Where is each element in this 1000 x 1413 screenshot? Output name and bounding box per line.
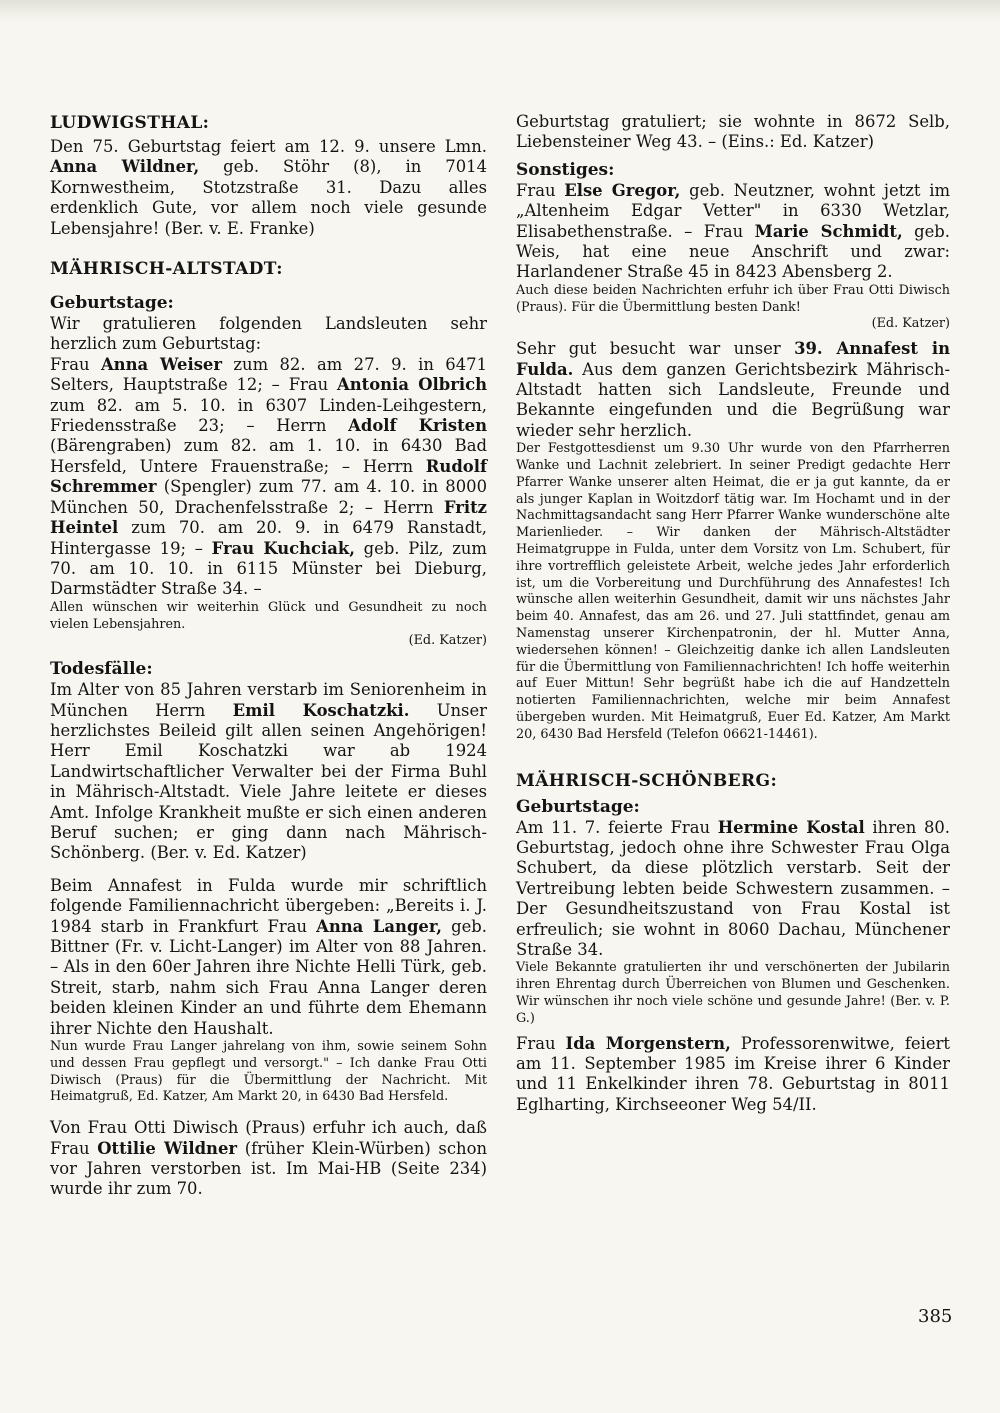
person-name: Anna Langer, [316, 916, 442, 936]
subheading-birthdays: Geburtstage: [516, 796, 640, 817]
paragraph-annafest-message: Beim Annafest in Fulda wurde mir schriftlich folgende Familiennachricht übergeben: „Bereits i. J. 1984 starb in Frankfurt Frau Anna Langer, geb. Bittner (Fr. v. Licht-Langer) im Alter von 88 Jahren. – Als in den 60er Jahren ihre Nichte Helli Türk, geb. Streit, starb, nahm sich Frau Anna Langer deren beiden kleinen Kinder an und führte dem Ehemann ihrer Nichte den Haushalt. [50, 875, 487, 1038]
person-name: Rudolf Schremmer [50, 456, 487, 497]
paragraph-wish: Allen wünschen wir weiterhin Glück und Gesundheit zu noch vielen Lebensjahren. [50, 599, 487, 632]
person-name: Anna Wildner, [50, 157, 200, 177]
paragraph-small: Auch diese beiden Nachrichten erfuhr ich über Frau Otti Diwisch (Praus). Für die Übermittlung besten Dank! [516, 282, 950, 315]
page-number: 385 [918, 1306, 953, 1327]
person-name: Emil Koschatzki. [232, 700, 410, 720]
paragraph: Den 75. Geburtstag feiert am 12. 9. unsere Lmn. Anna Wildner, geb. Stöhr (8), in 7014 Kornwestheim, Stotzstraße 31. Dazu alles erdenklich Gute, vor allem noch viele gesunde Lebensjahre! (Ber. v. E. Franke) [50, 137, 488, 238]
paragraph-small: Nun wurde Frau Langer jahrelang von ihm, sowie seinem Sohn und dessen Frau gepflegt und versorgt." – Ich danke Frau Otti Diwisch (Praus) für die Übermittlung der Nachricht. Mit Heimatgruß, Ed. Katzer, Am Markt 20, in 6430 Bad Hersfeld. [50, 1039, 487, 1105]
left-column [50, 112, 487, 1200]
person-name: Adolf Kristen [348, 416, 487, 436]
paragraph-misc: Frau Else Gregor, geb. Neutzner, wohnt jetzt im „Altenheim Edgar Vetter" in 6330 Wetzlar, Elisabethenstraße. – Frau Marie Schmidt, geb. Weis, hat eine neue Anschrift und zwar: Harlandener Straße 45 in 8423 Abensberg 2. [516, 180, 951, 282]
subheading-birthdays: Geburtstage: [50, 293, 174, 314]
right-column [516, 112, 950, 1115]
person-name: Fritz Heintel [50, 497, 487, 538]
person-name: Marie Schmidt, [754, 221, 903, 241]
section-heading-schoenberg: MÄHRISCH-SCHÖNBERG: [516, 770, 778, 791]
paragraph-annafest: Sehr gut besucht war unser 39. Annafest in Fulda. Aus dem ganzen Gerichtsbezirk Mährisch-Altstadt hatten sich Landsleute, Freunde und Bekannte eingefunden und die Begrüßung war wieder sehr herzlich. [516, 339, 950, 440]
altstadt-section [50, 258, 487, 1200]
person-name: Ida Morgenstern, [565, 1033, 731, 1053]
signature-line [50, 633, 487, 650]
person-name: Frau Kuchciak, [211, 538, 355, 558]
ludwigsthal-section [50, 112, 487, 239]
person-name: Else Gregor, [564, 180, 681, 200]
paragraph-morgenstern: Frau Ida Morgenstern, Professorenwitwe, feiert am 11. September 1985 im Kreise ihrer 6 Kinder und 11 Enkelkinder ihren 78. Geburtstag in 8011 Eglharting, Kirchseeoner Weg 54/II. [516, 1033, 950, 1114]
person-name: Anna Weiser [100, 354, 222, 374]
paragraph-intro: Wir gratulieren folgenden Landsleuten sehr herzlich zum Geburtstag: [50, 314, 487, 354]
person-name: Ottilie Wildner [97, 1138, 238, 1158]
scan-edge [0, 0, 1000, 22]
person-name: Hermine Kostal [717, 817, 865, 837]
subheading-deaths: Todesfälle: [50, 659, 153, 680]
paragraph-otti: Von Frau Otti Diwisch (Praus) erfuhr ich auch, daß Frau Ottilie Wildner (früher Klein-Würben) schon vor Jahren verstorben ist. Im Mai-HB (Seite 234) wurde ihr zum 70. [50, 1118, 488, 1199]
section-heading-ludwigsthal: LUDWIGSTHAL: [50, 113, 210, 133]
paragraph-continued: Geburtstag gratuliert; sie wohnte in 8672 Selb, Liebensteiner Weg 43. – (Eins.: Ed. Katzer) [516, 112, 950, 152]
schoenberg-section [516, 770, 950, 1116]
paragraph-small: Viele Bekannte gratulierten ihr und verschönerten der Jubilarin ihren Ehrentag durch Überreichen von Blumen und Geschenken. Wir wünschen ihr noch viele schöne und gesunde Jahre! (Ber. v. P. G.) [516, 960, 950, 1026]
paragraph-birthdays: Frau Anna Weiser zum 82. am 27. 9. in 6471 Selters, Hauptstraße 12; – Frau Antonia Olbrich zum 82. am 5. 10. in 6307 Linden-Leihgestern, Friedensstraße 23; – Herrn Adolf Kristen (Bärengraben) zum 82. am 1. 10. in 6430 Bad Hersfeld, Untere Frauenstraße; – Herrn Rudolf Schremmer (Spengler) zum 77. am 4. 10. in 8000 München 50, Drachenfelsstraße 2; – Herrn Fritz Heintel zum 70. am 20. 9. in 6479 Ranstadt, Hintergasse 19; – Frau Kuchciak, geb. Pilz, zum 70. am 10. 10. in 6115 Münster bei Dieburg, Darmstädter Straße 34. – [50, 354, 487, 599]
person-name: Antonia Olbrich [337, 375, 487, 395]
section-heading-altstadt: MÄHRISCH-ALTSTADT: [50, 259, 283, 280]
event-name: 39. Annafest in Fulda. [516, 339, 950, 379]
signature-line [516, 316, 950, 333]
signature: (Ed. Katzer) [871, 316, 950, 332]
paragraph-kostal: Am 11. 7. feierte Frau Hermine Kostal ihren 80. Geburtstag, jedoch ohne ihre Schwester Frau Olga Schubert, da diese plötzlich verstarb. Seit der Vertreibung lebten beide Schwestern zusammen. – Der Gesundheitszustand von Frau Kostal ist erfreulich; sie wohnt in 8060 Dachau, Münchener Straße 34. [516, 817, 951, 960]
paragraph-small: Der Festgottesdienst um 9.30 Uhr wurde von den Pfarrherren Wanke und Lachnit zelebriert. In seiner Predigt gedachte Herr Pfarrer Wanke unserer alten Heimat, die er ja gut kannte, da er als junger Kaplan in Woitzdorf tätig war. Im Hochamt und in der Nachmittagsandacht sang Herr Pfarrer Wanke wunderschöne alte Marienlieder. – Wir danken der Mährisch-Altstädter Heimatgruppe in Fulda, unter dem Vorsitz von Lm. Schubert, für ihre vortrefflich geleistete Arbeit, welche jedes Jahr erforderlich ist, um die Vorbereitung und Durchführung des Annafestes! Ich wünsche allen weiterhin Gesundheit, damit wir uns nächstes Jahr beim 40. Annafest, das am 26. und 27. Juli stattfindet, genau am Namenstag unserer Kirchenpatronin, der hl. Mutter Anna, wiedersehen können! – Gleichzeitig danke ich allen Landsleuten für die Übermittlung von Familiennachrichten! Ich hoffe weiterhin auf Euer Mittun! Sehr begrüßt habe ich die auf Handzetteln notierten Familiennachrichten, welche mir beim Annafest übergeben wurden. Mit Heimatgruß, Euer Ed. Katzer, Am Markt 20, 6430 Bad Hersfeld (Telefon 06621-14461). [516, 441, 950, 742]
signature: (Ed. Katzer) [408, 633, 487, 649]
subheading-misc: Sonstiges: [516, 159, 615, 180]
paragraph-death: Im Alter von 85 Jahren verstarb im Seniorenheim in München Herrn Emil Koschatzki. Unser herzlichstes Beileid gilt allen seinen Angehörigen! Herr Emil Koschatzki war ab 1924 Landwirtschaftlicher Verwalter bei der Firma Buhl in Mährisch-Altstadt. Viele Jahre leitete er dieses Amt. Infolge Krankheit mußte er sich einen anderen Beruf suchen; er ging dann nach Mährisch-Schönberg. (Ber. v. Ed. Katzer) [50, 680, 488, 863]
